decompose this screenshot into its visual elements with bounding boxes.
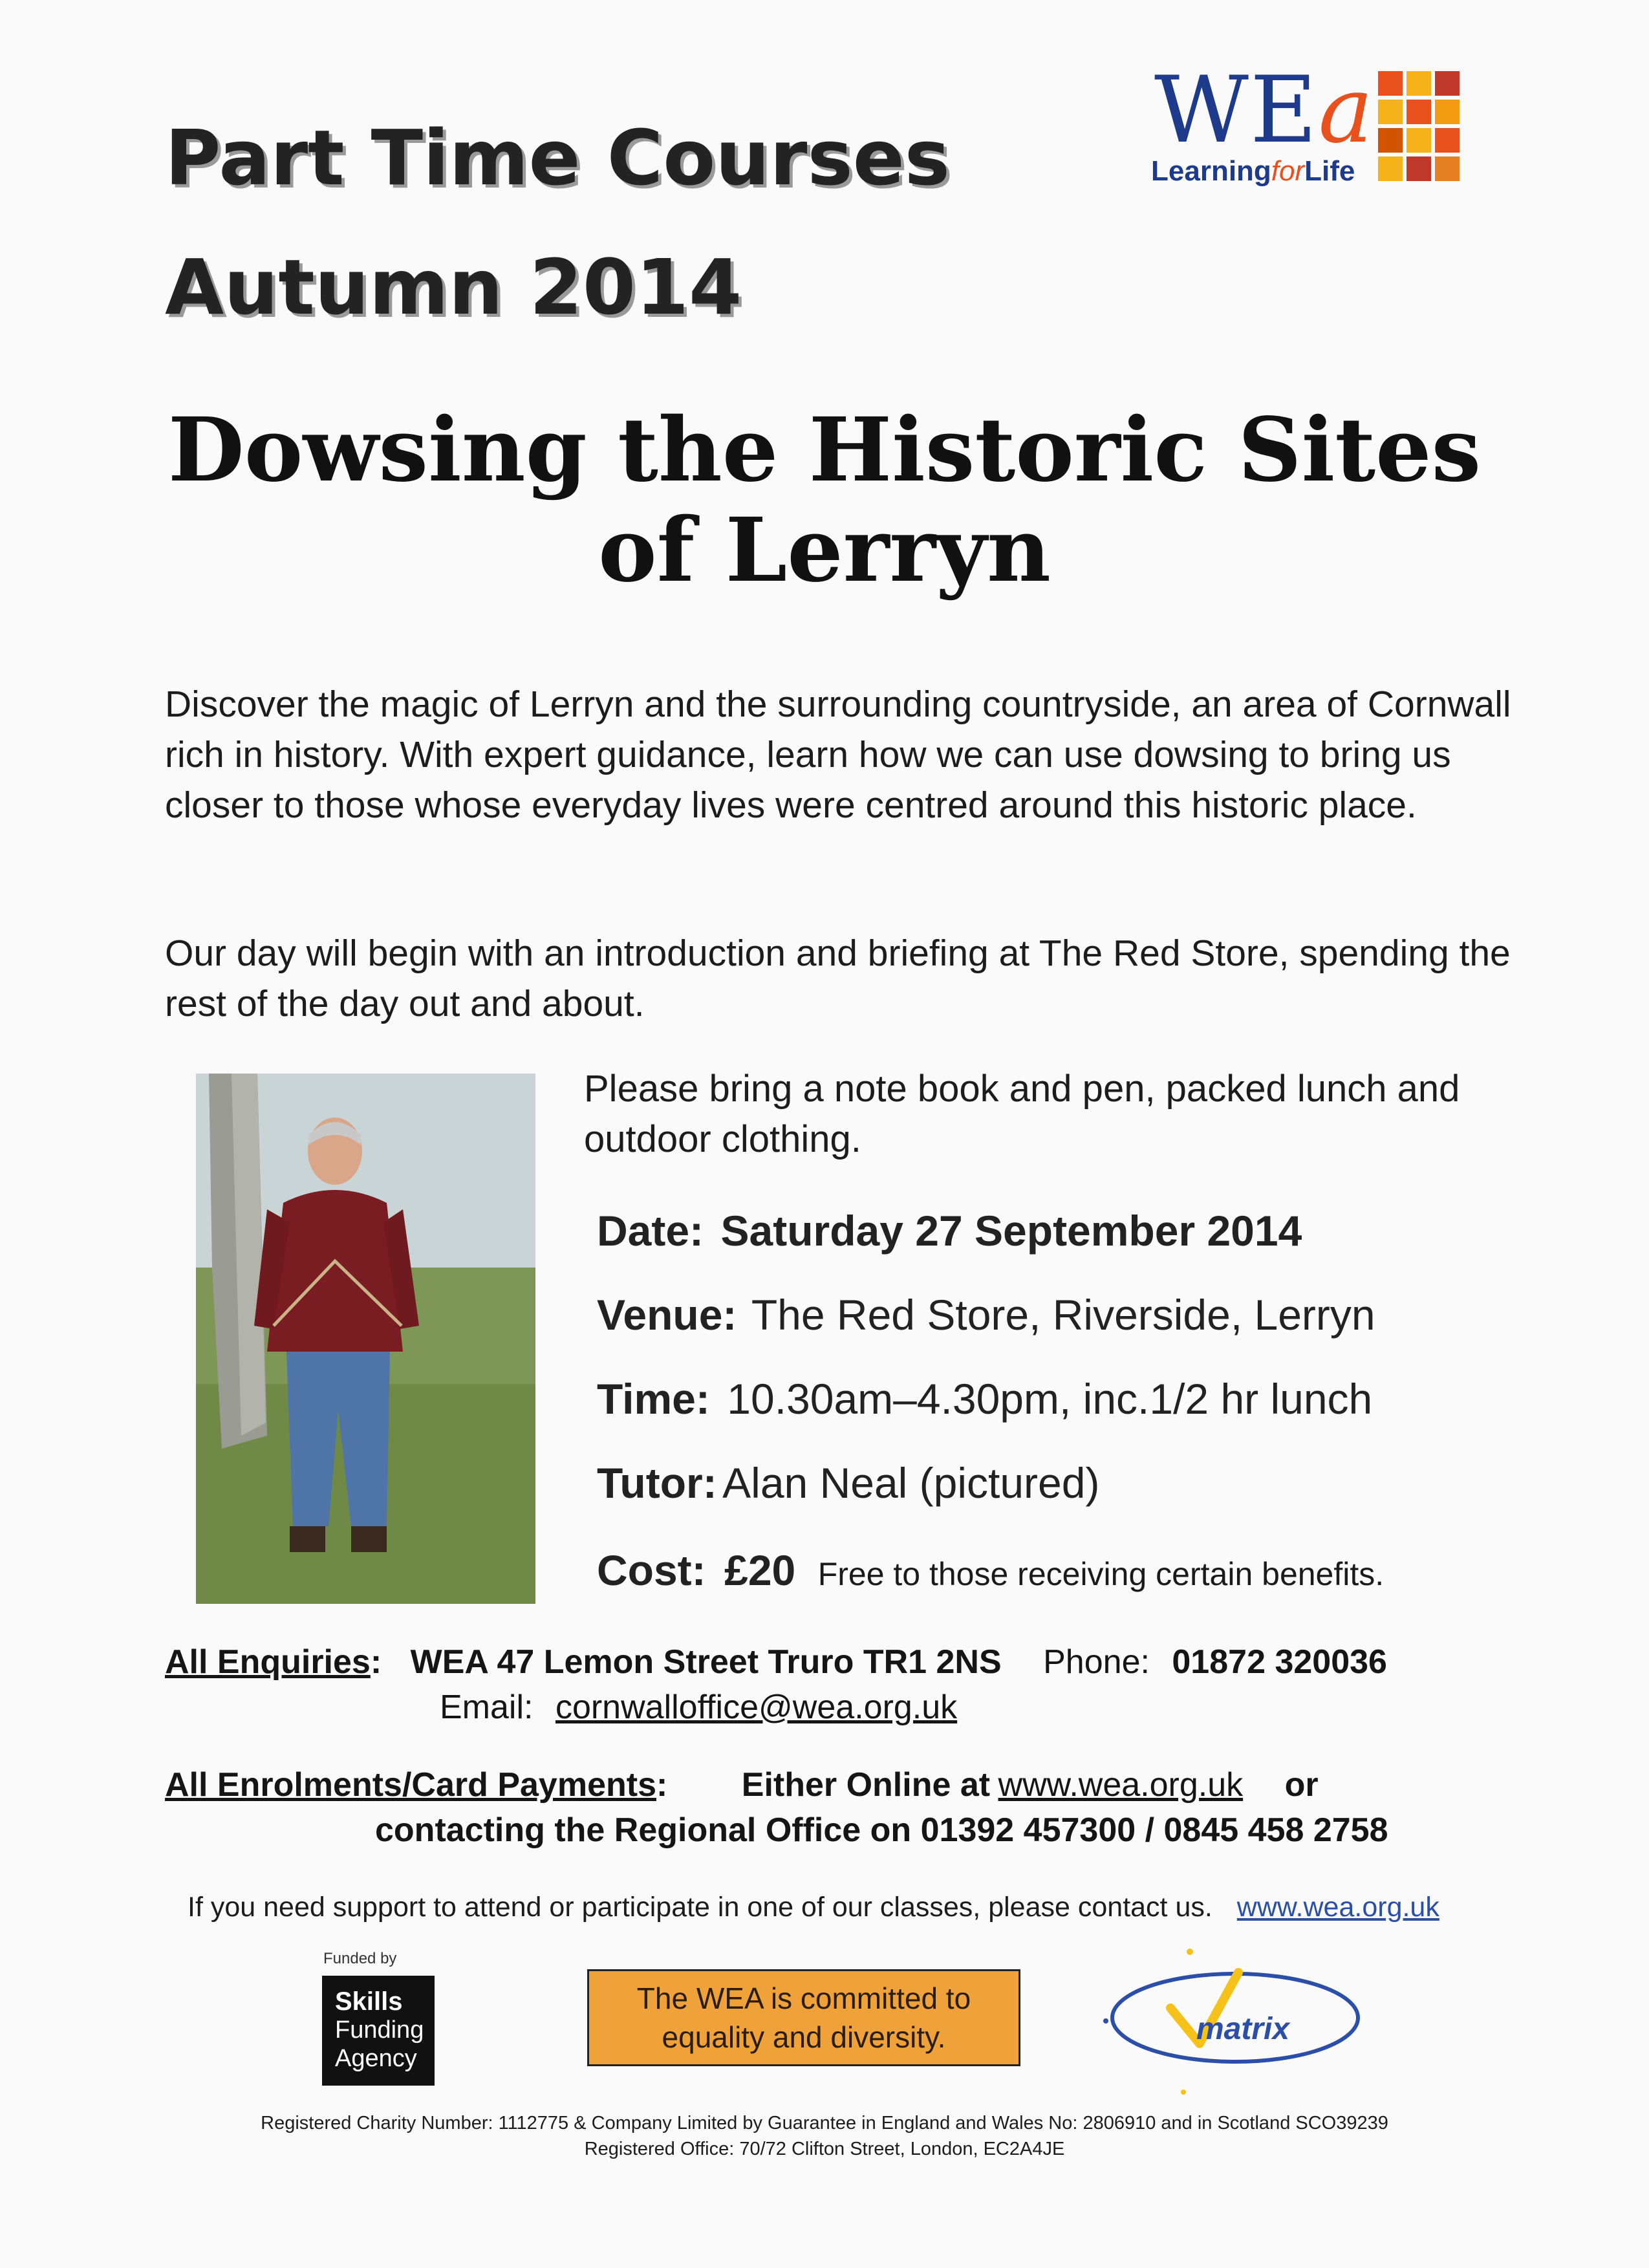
tutor-row <box>597 1458 1099 1507</box>
wea-logo-tiles-icon <box>1378 71 1462 188</box>
enrolments-label: All Enrolments/Card Payments <box>165 1766 656 1804</box>
cost-note: Free to those receiving certain benefits. <box>817 1556 1385 1592</box>
equality-box <box>587 1969 1020 2066</box>
wea-url-link[interactable]: www.wea.org.uk <box>998 1766 1244 1804</box>
time-label: Time: <box>597 1375 710 1423</box>
header-line-1: Part Time Courses <box>165 113 950 202</box>
logo-a: a <box>1318 57 1375 164</box>
phone-label: Phone: <box>1043 1643 1150 1681</box>
support-row <box>188 1892 1439 1923</box>
enquiries-label: All Enquiries <box>165 1643 371 1681</box>
regional-office-line: contacting the Regional Office on 01392 457300 / 0845 458 2758 <box>375 1811 1388 1849</box>
enrolments-row: All Enrolments/Card Payments: Either Online at www.wea.org.uk or <box>165 1766 1319 1804</box>
time-value: 10.30am–4.30pm, inc.1/2 hr lunch <box>727 1375 1373 1423</box>
time-row <box>597 1374 1372 1423</box>
logo-we: WE <box>1154 57 1319 164</box>
venue-value: The Red Store, Riverside, Lerryn <box>751 1291 1375 1339</box>
tutor-photo <box>196 1074 535 1604</box>
equality-line-2: equality and diversity. <box>662 2020 946 2054</box>
email-link[interactable]: cornwalloffice@wea.org.uk <box>555 1689 958 1726</box>
date-row <box>597 1206 1302 1255</box>
wea-logo <box>1148 57 1536 194</box>
footer <box>0 2110 1649 2162</box>
email-row <box>440 1688 957 1727</box>
skills-funding-agency-logo: Skills Funding Agency <box>322 1976 435 2086</box>
venue-row <box>597 1290 1375 1339</box>
footer-line-1: Registered Charity Number: 1112775 & Company Limited by Guarantee in England and Wales No: 2806910 and in Scotland SCO39239 <box>261 2113 1388 2133</box>
course-title-line-2: of Lerryn <box>598 499 1051 602</box>
cost-value: £20 <box>724 1546 796 1594</box>
cost-row <box>597 1546 1384 1595</box>
cost-label: Cost: <box>597 1546 706 1594</box>
bring-note: Please bring a note book and pen, packed lunch and outdoor clothing. <box>584 1068 1460 1160</box>
date-label: Date: <box>597 1207 704 1255</box>
matrix-text: matrix <box>1196 2012 1290 2046</box>
intro-paragraph-1: Discover the magic of Lerryn and the surrounding countryside, an area of Cornwall rich in history. With expert guidance, learn how we can use dowsing to bring us closer to those whose everyday lives were centred around this historic place. <box>165 684 1511 826</box>
matrix-logo <box>1093 1947 1390 2108</box>
or-text: or <box>1284 1766 1319 1804</box>
date-value: Saturday 27 September 2014 <box>720 1207 1302 1255</box>
equality-line-1: The WEA is committed to <box>636 1982 971 2015</box>
venue-label: Venue: <box>597 1291 737 1339</box>
enquiries-row: All Enquiries: WEA 47 Lemon Street Truro TR1 2NS Phone: 01872 320036 <box>165 1643 1387 1681</box>
footer-line-2: Registered Office: 70/72 Clifton Street, London, EC2A4JE <box>584 2139 1065 2159</box>
course-title-line-1: Dowsing the Historic Sites <box>167 398 1482 502</box>
online-text: Either Online at <box>741 1766 991 1804</box>
tutor-value: Alan Neal (pictured) <box>722 1459 1100 1507</box>
header-line-2: Autumn 2014 <box>165 243 742 332</box>
phone-number: 01872 320036 <box>1172 1643 1387 1681</box>
email-label: Email: <box>440 1689 534 1726</box>
intro-paragraph-2: Our day will begin with an introduction and briefing at The Red Store, spending the rest of the day out and about. <box>165 933 1511 1024</box>
tutor-label: Tutor: <box>597 1459 717 1507</box>
support-text: If you need support to attend or participate in one of our classes, please contact us. <box>188 1892 1212 1923</box>
funded-by-label: Funded by <box>323 1950 397 1967</box>
logo-tagline: LearningforLife <box>1151 155 1355 187</box>
support-url-link[interactable]: www.wea.org.uk <box>1236 1892 1439 1923</box>
enquiries-address: WEA 47 Lemon Street Truro TR1 2NS <box>410 1643 1002 1681</box>
